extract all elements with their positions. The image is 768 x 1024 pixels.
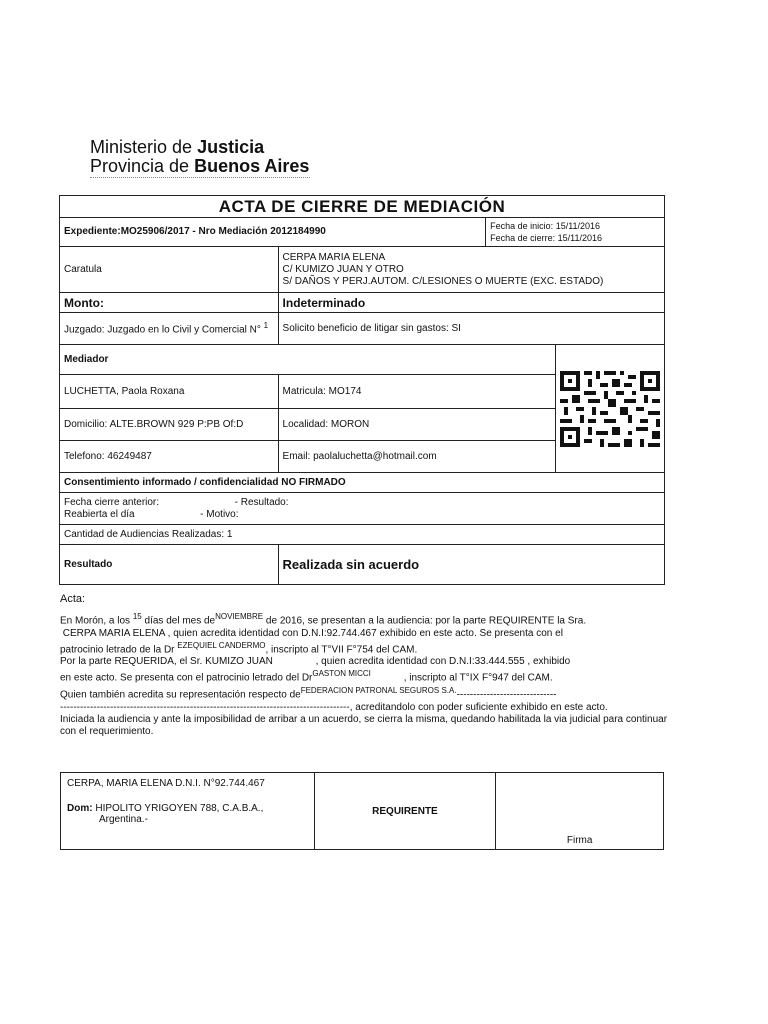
fecha-cierre-label: Fecha de cierre: [490,233,556,243]
firma-cell [496,773,664,850]
party-cell [61,773,315,850]
expediente-value: MO25906/2017 [120,226,190,237]
acta-dashes: ------------------------------ [456,689,557,701]
requirente-dni: 92.744.467 [326,627,377,639]
acta-text: En Morón, a los [60,615,131,627]
acta-text: Quien también acredita su representación respecto de [60,689,301,701]
ministry-title [90,138,264,157]
matricula-value: MO174 [328,385,362,397]
acta-day: 15 [132,612,142,621]
localidad-cell [278,409,555,441]
acta-text: , inscripto al T°IX F°947 del CAM. [403,672,553,684]
dom-label: Dom: [67,803,93,814]
cantidad-cell [60,525,665,545]
resultado-prev-label: - Resultado: [234,496,289,508]
acta-form-table [59,195,665,585]
localidad-label: Localidad: [282,418,329,430]
resultado-value: Realizada sin acuerdo [278,545,664,585]
email-cell [278,441,555,473]
acta-text: , quien acredita identidad con D.N.I: [167,627,327,639]
requirente-name: CERPA MARIA ELENA [62,627,165,639]
acta-body [60,611,670,738]
telefono-value: 46249487 [107,450,152,462]
insurer-name: FEDERACION PATRONAL SEGUROS S.A. [300,686,457,695]
mediador-label: Mediador [60,345,556,375]
fecha-cierre-anterior-label: Fecha cierre anterior: [64,496,160,508]
fecha-inicio-label: Fecha de inicio: [490,221,554,231]
party-line: CERPA, MARIA ELENA D.N.I. N°92.744.467 [67,778,265,789]
dom-value: HIPOLITO YRIGOYEN 788, C.A.B.A., [95,803,264,814]
caratula-line2: C/ KUMIZO JUAN Y OTRO [282,263,404,275]
acta-line-6 [60,685,670,702]
beneficio-label: Solicito beneficio de litigar sin gastos: [282,322,449,334]
acta-line-5 [60,668,670,685]
signature-table [60,772,664,850]
acta-text: de 2016, se presentan a la audiencia: por la parte REQUIRENTE la Sra. [265,615,587,627]
fechas-cell [486,218,665,247]
province-title [90,157,309,176]
acta-line-1 [60,611,670,628]
acta-text: exhibido en este acto. Se presenta con el [379,627,563,639]
fecha-cierre-value: 15/11/2016 [557,233,603,243]
acta-line-8: Iniciada la audiencia y ante la imposibilidad de arribar a un acuerdo, se cierra la misma, quedando habilitada la via judicial para continuar con el requerimiento. [60,713,668,737]
acta-text: Por la parte REQUERIDA, el Sr. [60,656,203,668]
cantidad-label: Cantidad de Audiencias Realizadas: [64,528,225,540]
ministry-prefix: Ministerio de [90,137,193,157]
acta-line-7: ---------------------------------------------------------------------------------------, acreditandolo con poder suficiente exhibido en este acto. [60,701,608,713]
telefono-label: Telefono: [64,450,105,462]
acta-month: NOVIEMBRE [215,612,264,621]
country: Argentina.- [99,814,148,825]
juzgado-num: 1 [263,321,269,331]
firma-label: Firma [566,835,593,846]
juzgado-label: Juzgado: Juzgado en lo Civil y Comercial N° [64,324,261,336]
acta-label: Acta: [60,593,86,605]
form-title: ACTA DE CIERRE DE MEDIACIÓN [60,196,665,218]
caratula-line3: S/ DAÑOS Y PERJ.AUTOM. C/LESIONES O MUERTE (EXC. ESTADO) [282,275,604,287]
role: REQUIRENTE [314,773,496,850]
domicilio-label: Domicilio: [64,418,108,430]
acta-text: , quien acredita identidad con D.N.I:33.444.555 , exhibido [315,656,571,668]
qr-cell [555,345,664,473]
juzgado-cell [60,313,279,345]
matricula-label: Matricula: [282,385,326,397]
acta-line-3 [60,640,670,657]
requerido-name: KUMIZO JUAN [205,656,273,668]
qr-code-icon [556,366,664,452]
cantidad-value: 1 [226,528,233,540]
acta-text: , inscripto al T°VII F°754 del CAM. [265,644,418,656]
header-divider [90,177,310,178]
motivo-label: - Motivo: [200,508,239,520]
caratula-line1: CERPA MARIA ELENA [282,251,386,263]
acta-text: patrocinio letrado de la Dr [60,644,175,656]
reapertura-cell [60,493,665,525]
acta-line-2 [60,628,670,640]
nro-mediacion-value: 2012184990 [270,226,326,237]
expediente-cell [60,218,486,247]
acta-text: días del mes de [144,615,216,627]
province-bold: Buenos Aires [194,156,310,176]
fecha-inicio-value: 15/11/2016 [555,221,601,231]
consentimiento: Consentimiento informado / confidencialidad NO FIRMADO [60,473,665,493]
acta-text: en este acto. Se presenta con el patrocinio letrado del Dr [60,672,313,684]
acta-line-4 [60,656,670,668]
email-label: Email: [282,450,311,462]
telefono-cell [60,441,279,473]
ministry-bold: Justicia [197,137,265,157]
monto-label: Monto: [60,293,279,313]
mediador-name: LUCHETTA, Paola Roxana [60,375,279,409]
email-value: paolaluchetta@hotmail.com [313,450,437,462]
beneficio-value: SI [451,322,461,334]
matricula-cell [278,375,555,409]
nro-mediacion-label: - Nro Mediación [192,226,268,237]
resultado-label: Resultado [60,545,279,585]
expediente-label: Expediente: [64,226,121,237]
requerido-lawyer: GASTON MICCI [312,669,371,679]
province-prefix: Provincia de [90,156,190,176]
monto-value: Indeterminado [278,293,664,313]
localidad-value: MORON [330,418,370,430]
beneficio-cell [278,313,664,345]
domicilio-value: ALTE.BROWN 929 P:PB Of:D [109,418,244,430]
requirente-lawyer: EZEQUIEL CANDERMO [177,640,266,650]
caratula-value [278,247,664,293]
reabierta-label: Reabierta el día [64,508,135,520]
caratula-label: Caratula [60,247,279,293]
domicilio-cell [60,409,279,441]
